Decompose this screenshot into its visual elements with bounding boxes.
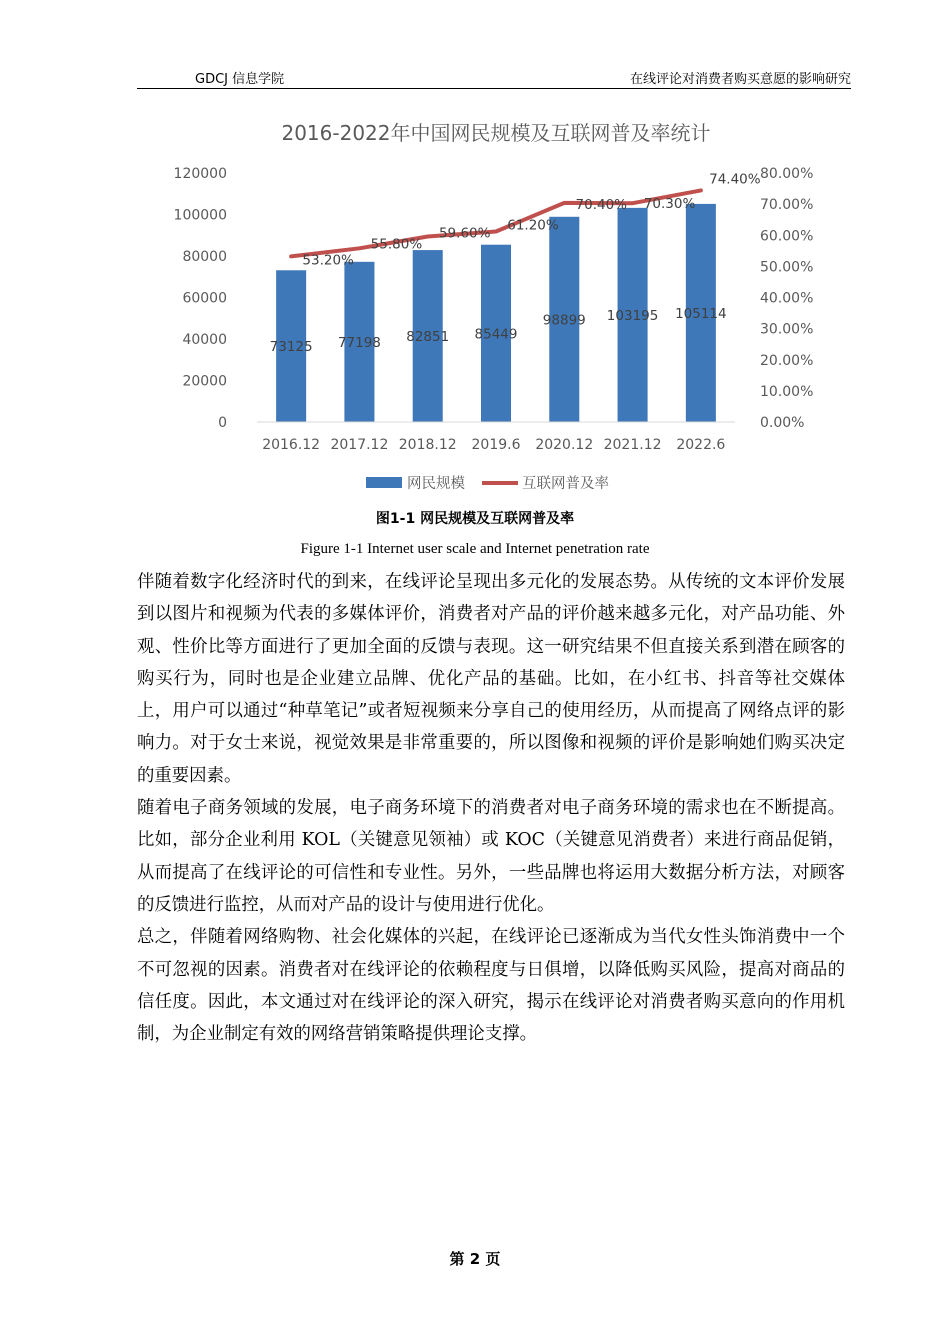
bar-data-label: 85449 <box>474 326 518 343</box>
bar-data-label: 77198 <box>337 334 381 351</box>
line-point <box>358 247 361 250</box>
paragraph: 伴随着数字化经济时代的到来，在线评论呈现出多元化的发展态势。从传统的文本评价发展到以图片和视频为代表的多媒体评价，消费者对产品的评价越来越多元化，对产品功能、外观、性价比等方面进行了更加全面的反馈与表现。这一研究结果不但直接关系到潜在顾客的购买行为，同时也是企业建立品牌、优化产品的基础。比如，在小红书、抖音等社交媒体上，用户可以通过“种草笔记”或者短视频来分享自己的使用经历，从而提高了网络点评的影响力。对于女士来说，视觉效果是非常重要的，所以图像和视频的评价是影响她们购买决定的重要因素。 <box>137 572 845 786</box>
legend-swatch-bars <box>366 477 402 488</box>
page-number: 第 2 页 <box>449 1250 501 1268</box>
page-header <box>137 66 851 89</box>
y2-tick-label: 60.00% <box>760 228 814 245</box>
paragraph: 总之，伴随着网络购物、社会化媒体的兴起，在线评论已逐渐成为当代女性头饰消费中一个不可忽视的因素。消费者对在线评论的依赖程度与日俱增，以降低购买风险，提高对商品的信任度。因此，本文通过对在线评论的深入研究，揭示在线评论对消费者购买意向的作用机制，为企业制定有效的网络营销策略提供理论支撑。 <box>137 927 845 1045</box>
user-scale-chart <box>160 106 814 506</box>
y2-tick-label: 50.00% <box>760 259 814 276</box>
y2-tick-label: 80.00% <box>760 166 814 182</box>
line-data-label: 74.40% <box>709 171 761 188</box>
y-tick-label: 100000 <box>173 207 227 224</box>
line-data-label: 59.60% <box>438 225 491 242</box>
x-tick-label: 2017.12 <box>330 437 389 453</box>
paragraph: 随着电子商务领域的发展，电子商务环境下的消费者对电子商务环境的需求也在不断提高。比如，部分企业利用 KOL（关键意见领袖）或 KOC（关键意见消费者）来进行商品促销，从而提高了在线评论的可信性和专业性。另外，一些品牌也将运用大数据分析方法，对顾客的反馈进行监控，从而对产品的设计与使用进行优化。 <box>137 798 845 915</box>
header-institution: GDCJ 信息学院 <box>195 72 285 87</box>
y2-tick-label: 30.00% <box>760 321 814 338</box>
x-tick-label: 2016.12 <box>262 437 321 453</box>
x-tick-label: 2019.6 <box>471 437 521 453</box>
bar-data-label: 73125 <box>269 339 313 356</box>
y-tick-label: 120000 <box>173 166 227 182</box>
line-point <box>495 230 498 233</box>
legend-label-bars: 网民规模 <box>407 476 465 492</box>
line-point <box>426 235 429 238</box>
body-text <box>137 566 845 1050</box>
y2-tick-label: 10.00% <box>760 383 814 400</box>
line-point <box>631 202 634 205</box>
line-data-label: 70.30% <box>643 196 696 213</box>
line-point <box>563 201 566 204</box>
y2-tick-label: 20.00% <box>760 352 814 369</box>
line-data-label: 55.80% <box>370 236 423 253</box>
bar-data-label: 105114 <box>675 305 727 322</box>
x-tick-label: 2020.12 <box>535 437 594 453</box>
line-data-label: 61.20% <box>507 217 559 234</box>
y-tick-label: 20000 <box>182 373 227 390</box>
x-tick-label: 2018.12 <box>398 437 457 453</box>
figure-caption-en: Figure 1-1 Internet user scale and Internet penetration rate <box>300 541 650 557</box>
y2-tick-label: 70.00% <box>760 197 814 214</box>
figure-caption-zh: 图1-1 网民规模及互联网普及率 <box>375 511 575 527</box>
bar-data-label: 82851 <box>406 329 450 346</box>
x-tick-label: 2022.6 <box>676 437 726 453</box>
y-tick-label: 0 <box>218 415 227 431</box>
line-data-label: 70.40% <box>575 196 628 213</box>
line-data-label: 53.20% <box>302 252 354 269</box>
line-point <box>290 255 293 258</box>
x-tick-label: 2021.12 <box>603 437 662 453</box>
chart-title: 2016-2022年中国网民规模及互联网普及率统计 <box>281 121 711 145</box>
y2-tick-label: 40.00% <box>760 290 814 307</box>
y-tick-label: 80000 <box>182 249 227 265</box>
header-thesis-title: 在线评论对消费者购买意愿的影响研究 <box>629 72 851 87</box>
y2-tick-label: 0.00% <box>760 415 805 431</box>
bar-data-label: 103195 <box>606 307 659 324</box>
line-point <box>699 189 702 192</box>
y-tick-label: 40000 <box>182 332 227 348</box>
bar-data-label: 98899 <box>542 312 586 329</box>
legend-label-line: 互联网普及率 <box>522 476 609 492</box>
y-tick-label: 60000 <box>182 290 227 307</box>
